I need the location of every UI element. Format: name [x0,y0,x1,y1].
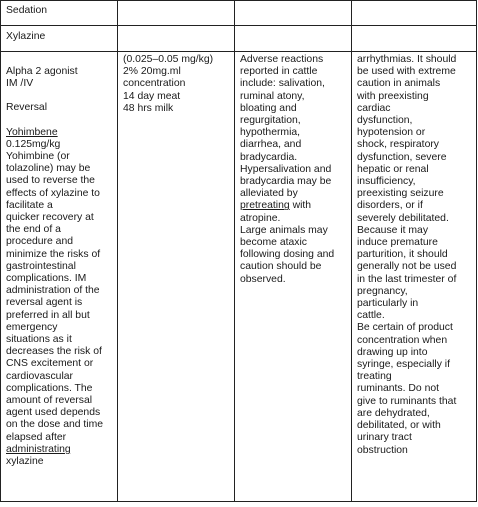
precaution-line: Be certain of product [357,322,453,334]
precaution-line: with preexisting [357,90,429,102]
precaution-line: dysfunction, severe [357,151,447,163]
classification-cell [1,52,118,502]
precaution-line: are dehydrated, [357,407,430,419]
empty-cell [235,1,352,26]
reversal-line: xylazine [6,456,44,468]
pretreating-rest: with [289,200,312,212]
precaution-line: syringe, especially if [357,359,450,371]
precaution-line: hepatic or renal [357,163,429,175]
precaution-line: severely debilitated. [357,212,449,224]
precaution-line: shock, respiratory [357,139,439,151]
reversal-line: complications. The [6,382,93,394]
adverse-line: bloating and [240,102,297,114]
precaution-line: cardiac [357,102,391,114]
precaution-line: hypotension or [357,127,426,139]
adverse-line: observed. [240,273,286,285]
precautions-cell [352,52,477,502]
reversal-label: Reversal [6,102,47,114]
reversal-line: agent used depends [6,407,101,419]
precaution-line: treating [357,371,392,383]
reversal-line: 0.125mg/kg [6,138,61,150]
precaution-line: generally not be used [357,261,457,273]
reversal-line: CNS excitement or [6,358,94,370]
reversal-line-underlined: administrating [6,443,71,455]
precaution-line: cattle. [357,310,385,322]
precaution-line: arrhythmias. It should [357,54,457,65]
pretreating-word: pretreating [240,200,290,212]
sedation-label: Sedation [6,5,48,16]
sedation-cell [1,1,118,26]
precaution-line: urinary tract [357,432,412,444]
class-line: IM /IV [6,78,34,90]
adverse-line: Adverse reactions [240,54,324,65]
reversal-line: gastrointestinal [6,260,76,272]
adverse-line: ruminal atony, [240,90,305,102]
reversal-line: cardiovascular [6,370,73,382]
adverse-line: Hypersalivation and [240,163,332,175]
empty-cell [352,26,477,52]
precaution-line: give to ruminants that [357,395,457,407]
precaution-line: Because it may [357,224,429,236]
reversal-line: decreases the risk of [6,346,102,358]
adverse-reactions-cell [235,52,352,502]
table-row [1,1,477,26]
dosage-line: 2% 20mg.ml [123,66,181,78]
adverse-line: hypothermia, [240,127,301,139]
class-line: Alpha 2 agonist [6,66,78,77]
reversal-line: quicker recovery at [6,212,94,224]
reversal-line: used to reverse the [6,175,95,187]
adverse-line-mixed [240,200,347,212]
reversal-line: situations as it [6,334,72,346]
reversal-line: emergency [6,321,58,333]
reversal-line: administration of the [6,285,100,297]
precaution-line: in the last trimester of [357,273,457,285]
reversal-line: tolazoline) may be [6,163,91,175]
adverse-line: regurgitation, [240,115,301,127]
adverse-line: diarrhea, and [240,139,302,151]
adverse-line: caution should be [240,261,322,273]
empty-cell [235,26,352,52]
empty-cell [118,1,235,26]
drug-name: Xylazine [6,31,46,42]
precaution-line: insufficiency, [357,176,416,188]
precaution-line: caution in animals [357,78,441,90]
precaution-line: be used with extreme [357,66,456,78]
empty-cell [118,26,235,52]
reversal-line: on the dose and time [6,419,104,431]
dosage-cell [118,52,235,502]
reversal-line: the end of a [6,224,61,236]
adverse-line: become ataxic [240,237,307,249]
drug-name-cell [1,26,118,52]
empty-cell [352,1,477,26]
reversal-agent: Yohimbene [6,126,58,138]
reversal-line: procedure and [6,236,74,248]
reversal-line: preferred in all but [6,309,90,321]
precaution-line: induce premature [357,237,438,249]
adverse-line: atropine. [240,212,281,224]
precaution-line: obstruction [357,444,408,456]
dosage-line: 14 day meat [123,90,181,102]
table-row [1,52,477,502]
precaution-line: ruminants. Do not [357,383,440,395]
precaution-line: concentration when [357,334,448,346]
adverse-line: following dosing and [240,249,335,261]
adverse-line: bradycardia. [240,151,298,163]
reversal-line: amount of reversal [6,395,93,407]
dosage-line: 48 hrs milk [123,102,174,114]
reversal-line: reversal agent is [6,297,83,309]
precaution-line: particularly in [357,298,419,310]
adverse-line: bradycardia may be [240,176,332,188]
precaution-line: preexisting seizure [357,188,444,200]
precaution-line: pregnancy, [357,285,408,297]
adverse-line: reported in cattle [240,66,318,78]
reversal-line: elapsed after [6,431,67,443]
reversal-line: facilitate a [6,199,53,211]
dosage-line: concentration [123,78,186,90]
reversal-line: Yohimbine (or [6,151,70,163]
table-row [1,26,477,52]
reversal-line: complications. IM [6,273,87,285]
precaution-line: dysfunction, [357,115,413,127]
adverse-line: include: salivation, [240,78,325,90]
precaution-line: parturition, it should [357,249,448,261]
precaution-line: debilitated, or with [357,420,441,432]
adverse-line: Large animals may [240,224,328,236]
reversal-line: minimize the risks of [6,248,101,260]
adverse-line: alleviated by [240,188,298,200]
precaution-line: disorders, or if [357,200,423,212]
dosage-line: (0.025–0.05 mg/kg) [123,54,214,65]
precaution-line: drawing up into [357,346,428,358]
reversal-line: effects of xylazine to [6,187,100,199]
